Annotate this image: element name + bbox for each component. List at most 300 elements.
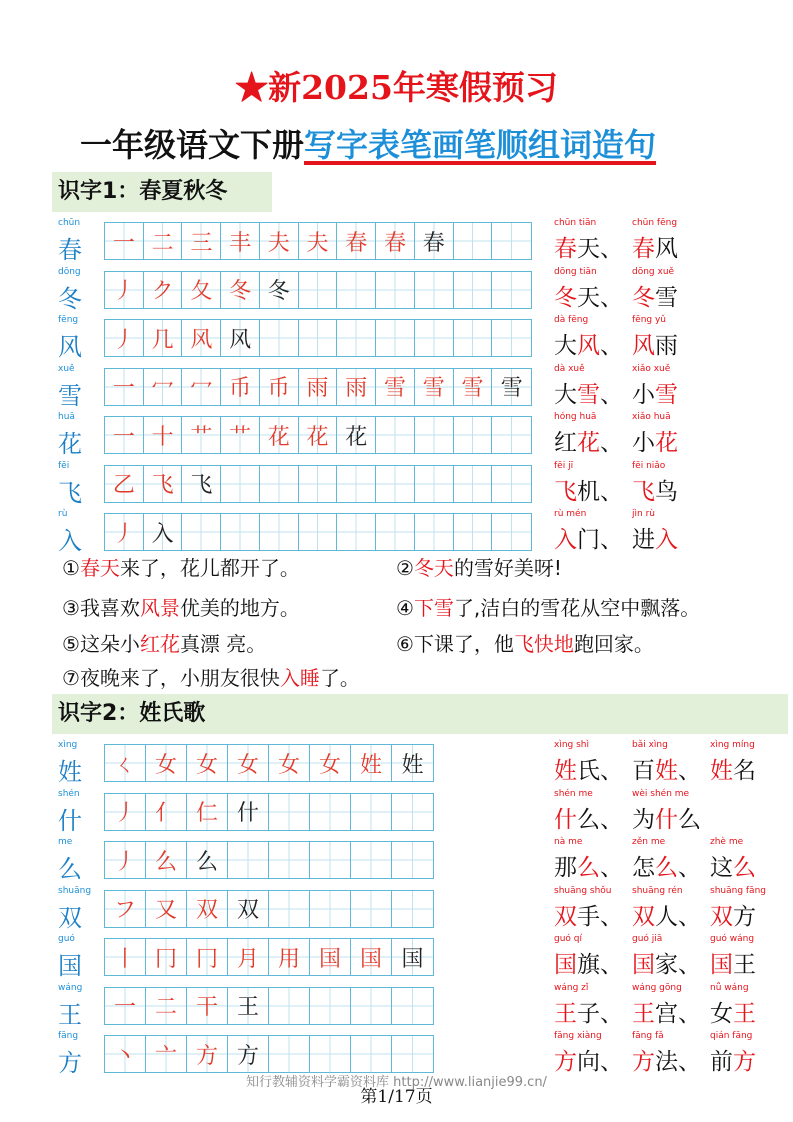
word-text	[632, 946, 701, 979]
word-prefix: 那	[554, 855, 577, 881]
word-pinyin: shén me	[554, 788, 593, 799]
stroke-cell	[454, 272, 493, 308]
stroke-cell	[337, 514, 376, 550]
stroke-cell	[492, 466, 531, 502]
stroke-cell: 女	[228, 745, 269, 781]
word-text	[554, 424, 623, 457]
sentence-number: ④	[396, 596, 414, 620]
footer-page-number: 第1/17页	[360, 1087, 433, 1107]
word-prefix: 小	[632, 430, 655, 456]
word-pinyin: zěn me	[632, 837, 666, 847]
stroke-cell: 几	[144, 320, 183, 356]
word-text	[632, 898, 701, 931]
word-pinyin: nà me	[554, 837, 583, 847]
stroke-grid	[104, 793, 434, 831]
stroke-cell: 女	[269, 745, 310, 781]
stroke-cell: 王	[228, 988, 269, 1024]
stroke-cell	[260, 514, 299, 550]
char-hanzi: 春	[58, 236, 82, 264]
stroke-cell: 花	[337, 417, 376, 453]
stroke-cell: 飞	[182, 466, 221, 502]
word-suffix: 名	[733, 758, 756, 784]
stroke-cell	[269, 891, 310, 927]
stroke-cell: 飞	[144, 466, 183, 502]
stroke-cell: 夂	[182, 272, 221, 308]
char-pinyin: huā	[58, 412, 75, 422]
word-pinyin: shuāng fāng	[710, 885, 766, 896]
stroke-cell: 币	[221, 369, 260, 405]
stroke-cell: 干	[187, 988, 228, 1024]
char-hanzi: 国	[58, 952, 82, 980]
stroke-cell: 一	[105, 988, 146, 1024]
stroke-cell	[492, 272, 531, 308]
char-hanzi: 么	[58, 855, 82, 883]
word-separator: 、	[678, 758, 701, 784]
word-separator: 、	[600, 1000, 623, 1027]
word-separator: 、	[600, 806, 623, 833]
stroke-cell: 艹	[182, 417, 221, 453]
stroke-grid	[104, 938, 434, 976]
word-pinyin: fāng fǎ	[632, 1031, 664, 1041]
word-highlight: 飞	[554, 478, 577, 505]
word-pinyin: fēi jī	[554, 460, 574, 471]
stroke-cell: ク	[144, 272, 183, 308]
word-separator: 、	[678, 1000, 701, 1027]
stroke-cell	[454, 466, 493, 502]
stroke-grid	[104, 987, 434, 1025]
word-text	[632, 849, 701, 882]
stroke-cell	[337, 320, 376, 356]
stroke-cell: 二	[146, 988, 187, 1024]
char-pinyin: rù	[58, 509, 68, 519]
word-highlight: 国	[710, 952, 733, 978]
stroke-cell	[492, 223, 531, 259]
word-pinyin: xiǎo xuě	[632, 363, 671, 374]
section-header-1: 识字1：春夏秋冬	[52, 172, 272, 212]
char-label	[56, 983, 96, 1029]
stroke-cell: 丿	[105, 272, 144, 308]
stroke-cell: 丨	[105, 939, 146, 975]
stroke-grid	[104, 1035, 434, 1073]
word-pinyin: dà fēng	[554, 315, 589, 325]
word-text	[554, 946, 623, 979]
stroke-cell: 月	[228, 939, 269, 975]
stroke-cell	[221, 466, 260, 502]
word-highlight: 花	[655, 430, 678, 456]
stroke-cell	[310, 842, 351, 878]
word-pinyin: guó jiā	[632, 934, 663, 944]
stroke-cell: 方	[228, 1036, 269, 1072]
word-pinyin: nǚ wáng	[710, 982, 749, 993]
sentence-prefix: 这朵小	[79, 632, 140, 656]
stroke-cell	[454, 320, 493, 356]
word-highlight: 姓	[554, 758, 577, 784]
char-label	[56, 509, 96, 555]
char-label	[56, 315, 96, 361]
word-text	[632, 473, 678, 506]
stroke-cell: 又	[146, 891, 187, 927]
stroke-cell: 冬	[221, 272, 260, 308]
stroke-cell	[299, 466, 338, 502]
stroke-cell: 冖	[144, 369, 183, 405]
stroke-cell: 三	[182, 223, 221, 259]
word-separator: 、	[600, 478, 623, 505]
word-pinyin: rù mén	[554, 509, 587, 519]
stroke-cell: 花	[299, 417, 338, 453]
stroke-cell: ㄑ	[105, 745, 146, 781]
word-pinyin: wèi shén me	[632, 788, 690, 799]
stroke-cell	[221, 514, 260, 550]
stroke-cell	[269, 1036, 310, 1072]
word-pinyin: wáng gōng	[632, 982, 682, 993]
char-pinyin: shuāng	[58, 885, 92, 896]
char-hanzi: 什	[58, 806, 82, 835]
word-separator: 、	[600, 758, 623, 784]
char-hanzi: 方	[58, 1049, 82, 1077]
word-separator: 、	[600, 430, 623, 456]
sentence-prefix: 夜晚来了，小朋友很快	[79, 666, 280, 690]
char-label	[56, 364, 96, 410]
word-highlight: 入	[554, 527, 577, 553]
sentence-prefix: 我喜欢	[79, 596, 140, 620]
word-prefix: 为	[632, 806, 655, 833]
stroke-cell	[492, 417, 531, 453]
char-label	[56, 267, 96, 313]
word-highlight: 双	[632, 903, 655, 930]
stroke-grid	[104, 319, 532, 357]
example-sentence	[62, 592, 300, 621]
word-highlight: 国	[554, 952, 577, 978]
stroke-cell	[415, 466, 454, 502]
example-sentence	[62, 662, 360, 691]
stroke-cell	[310, 988, 351, 1024]
stroke-cell: 么	[187, 842, 228, 878]
example-sentence	[62, 628, 266, 657]
word-text	[632, 376, 678, 409]
word-suffix: 天	[577, 284, 600, 311]
stroke-cell: 国	[310, 939, 351, 975]
stroke-cell	[415, 320, 454, 356]
stroke-cell	[269, 842, 310, 878]
word-pinyin: dōng tiān	[554, 266, 597, 277]
word-highlight: 风	[632, 333, 655, 359]
stroke-cell	[376, 272, 415, 308]
stroke-cell: 二	[144, 223, 183, 259]
word-highlight: 方	[733, 1049, 756, 1075]
word-separator: 、	[600, 381, 623, 408]
stroke-cell: 姓	[392, 745, 433, 781]
stroke-cell	[376, 417, 415, 453]
word-pinyin: zhè me	[710, 837, 744, 847]
stroke-cell: 艹	[221, 417, 260, 453]
stroke-cell: 花	[260, 417, 299, 453]
word-text	[632, 279, 678, 312]
char-pinyin: fāng	[58, 1031, 79, 1041]
word-suffix: 家	[655, 952, 678, 978]
word-text	[554, 898, 623, 931]
word-highlight: 春	[554, 236, 577, 262]
stroke-cell: 雪	[454, 369, 493, 405]
char-hanzi: 入	[58, 527, 82, 555]
word-pinyin: shuāng rén	[632, 885, 683, 896]
char-hanzi: 双	[58, 903, 82, 932]
stroke-cell: 春	[337, 223, 376, 259]
stroke-cell	[299, 320, 338, 356]
char-hanzi: 冬	[58, 284, 82, 313]
stroke-cell: 一	[105, 223, 144, 259]
word-highlight: 雪	[655, 381, 678, 408]
stroke-grid	[104, 368, 532, 406]
word-suffix: 王	[733, 952, 756, 978]
word-text	[710, 752, 756, 785]
word-highlight: 双	[554, 903, 577, 930]
example-sentence	[396, 628, 654, 657]
char-pinyin: xuě	[58, 363, 75, 374]
word-highlight: 姓	[655, 758, 678, 784]
word-separator: 、	[600, 284, 623, 311]
sentence-number: ②	[396, 556, 414, 580]
stroke-cell: 么	[146, 842, 187, 878]
word-pinyin: xìng míng	[710, 740, 755, 750]
word-suffix: 宫	[655, 1000, 678, 1027]
stroke-cell	[351, 842, 392, 878]
word-highlight: 入	[655, 527, 678, 553]
word-text	[632, 752, 701, 785]
word-prefix: 红	[554, 430, 577, 456]
stroke-cell: 雨	[299, 369, 338, 405]
stroke-cell: 丿	[105, 320, 144, 356]
stroke-cell: 双	[187, 891, 228, 927]
stroke-cell: 乙	[105, 466, 144, 502]
word-highlight: 王	[554, 1000, 577, 1027]
word-text	[554, 376, 623, 409]
word-text	[632, 521, 678, 554]
word-separator: 、	[600, 236, 623, 262]
stroke-cell: 一	[105, 369, 144, 405]
word-text	[632, 801, 701, 834]
word-pinyin: fēng yǔ	[632, 315, 667, 325]
stroke-cell: 入	[144, 514, 183, 550]
word-highlight: 方	[554, 1049, 577, 1075]
stroke-cell	[228, 842, 269, 878]
stroke-cell	[299, 514, 338, 550]
stroke-cell: 春	[415, 223, 454, 259]
char-pinyin: chūn	[58, 218, 81, 228]
stroke-cell: 用	[269, 939, 310, 975]
sentence-suffix: 来了，花儿都开了。	[119, 556, 300, 580]
word-highlight: 么	[577, 855, 600, 881]
word-highlight: 国	[632, 952, 655, 978]
word-pinyin: fāng xiàng	[554, 1031, 602, 1041]
char-pinyin: me	[58, 837, 73, 847]
word-pinyin: chūn fēng	[632, 218, 678, 228]
word-highlight: 春	[632, 236, 655, 262]
word-separator: 、	[600, 952, 623, 978]
word-highlight: 冬	[632, 284, 655, 311]
stroke-cell: 姓	[351, 745, 392, 781]
word-highlight: 风	[577, 333, 600, 359]
stroke-cell	[310, 891, 351, 927]
sentence-number: ③	[62, 596, 80, 620]
word-suffix: 风	[655, 236, 678, 262]
title-line-2	[80, 120, 760, 170]
word-suffix: 么	[678, 806, 701, 833]
sentence-highlight: 下雪	[413, 596, 454, 620]
stroke-cell	[337, 272, 376, 308]
word-suffix: 子	[577, 1000, 600, 1027]
stroke-cell: 亠	[146, 1036, 187, 1072]
char-label	[56, 218, 96, 264]
word-text	[632, 327, 678, 360]
stroke-cell: 冂	[146, 939, 187, 975]
stroke-cell	[269, 794, 310, 830]
stroke-cell: 丿	[105, 514, 144, 550]
sentence-highlight: 冬天	[413, 556, 454, 580]
title-grade: 一年级语文下册	[80, 126, 305, 164]
word-suffix: 法	[655, 1049, 678, 1075]
word-suffix: 旗	[577, 952, 600, 978]
word-prefix: 女	[710, 1000, 733, 1027]
sentence-highlight: 风景	[139, 596, 180, 620]
word-text	[710, 849, 756, 882]
word-pinyin: chūn tiān	[554, 218, 597, 228]
word-suffix: 雪	[655, 284, 678, 311]
word-text	[554, 230, 623, 263]
stroke-cell	[454, 417, 493, 453]
word-text	[710, 898, 756, 931]
title-topic: 写字表笔画笔顺组词造句	[304, 126, 657, 164]
sentence-highlight: 入睡	[279, 666, 320, 690]
stroke-cell	[415, 417, 454, 453]
char-pinyin: xìng	[58, 740, 78, 750]
example-sentence	[62, 552, 300, 581]
stroke-cell: 雪	[492, 369, 531, 405]
char-hanzi: 飞	[58, 478, 82, 507]
stroke-cell: 方	[187, 1036, 228, 1072]
stroke-cell	[415, 272, 454, 308]
stroke-cell	[392, 891, 433, 927]
stroke-cell: 仁	[187, 794, 228, 830]
section-header-2: 识字2：姓氏歌	[52, 694, 788, 734]
word-prefix: 这	[710, 855, 733, 881]
word-text	[554, 752, 623, 785]
stroke-cell	[351, 794, 392, 830]
stroke-cell: 丿	[105, 842, 146, 878]
stroke-cell: 雪	[376, 369, 415, 405]
word-text	[632, 230, 678, 263]
word-prefix: 百	[632, 758, 655, 784]
word-pinyin: guó wáng	[710, 934, 755, 944]
word-highlight: 双	[710, 903, 733, 930]
stroke-cell	[299, 272, 338, 308]
word-pinyin: dà xuě	[554, 363, 585, 374]
word-text	[632, 424, 678, 457]
stroke-cell	[492, 320, 531, 356]
word-highlight: 么	[733, 855, 756, 881]
sentence-number: ⑤	[62, 632, 80, 656]
stroke-cell	[337, 466, 376, 502]
char-label	[56, 461, 96, 507]
word-pinyin: wáng zǐ	[554, 982, 589, 993]
stroke-cell: 丶	[105, 1036, 146, 1072]
stroke-cell	[351, 891, 392, 927]
sentence-highlight: 飞快地	[513, 632, 574, 656]
char-hanzi: 姓	[58, 758, 82, 786]
word-text	[710, 995, 756, 1028]
word-suffix: 方	[733, 903, 756, 930]
stroke-cell: 女	[310, 745, 351, 781]
word-highlight: 雪	[577, 381, 600, 408]
word-highlight: 么	[655, 855, 678, 881]
word-suffix: 么	[577, 806, 600, 833]
sentence-suffix: 跑回家。	[573, 632, 654, 656]
word-text	[554, 279, 623, 312]
stroke-cell: 冖	[182, 369, 221, 405]
title-line-1: ★新2025年寒假预习	[235, 68, 558, 107]
word-suffix: 向	[577, 1049, 600, 1075]
word-prefix: 大	[554, 381, 577, 408]
word-prefix: 大	[554, 333, 577, 359]
sentence-suffix: 了。	[319, 666, 360, 690]
stroke-cell: 冂	[187, 939, 228, 975]
char-label	[56, 934, 96, 980]
stroke-cell	[392, 842, 433, 878]
stroke-cell: 亻	[146, 794, 187, 830]
word-text	[554, 801, 623, 834]
word-highlight: 冬	[554, 284, 577, 311]
stroke-cell: 一	[105, 417, 144, 453]
char-hanzi: 花	[58, 430, 82, 458]
stroke-cell	[454, 223, 493, 259]
word-pinyin: guó qí	[554, 934, 582, 944]
word-text	[632, 995, 701, 1028]
word-pinyin: dōng xuě	[632, 266, 675, 277]
char-pinyin: fēi	[58, 460, 70, 471]
word-pinyin: shuāng shǒu	[554, 885, 612, 896]
word-separator: 、	[600, 1049, 623, 1075]
word-separator: 、	[600, 527, 623, 553]
word-pinyin: fēi niǎo	[632, 460, 666, 471]
stroke-cell	[392, 988, 433, 1024]
word-suffix: 鸟	[655, 478, 678, 505]
char-hanzi: 雪	[58, 381, 82, 410]
char-label	[56, 837, 96, 883]
stroke-grid	[104, 465, 532, 503]
stroke-cell	[269, 988, 310, 1024]
char-label	[56, 412, 96, 458]
word-text	[554, 521, 623, 554]
word-prefix: 怎	[632, 855, 655, 881]
word-highlight: 什	[554, 806, 577, 833]
char-label	[56, 886, 96, 932]
word-highlight: 王	[632, 1000, 655, 1027]
char-pinyin: fēng	[58, 315, 79, 325]
sentence-highlight: 春天	[79, 556, 120, 580]
word-text	[554, 995, 623, 1028]
stroke-cell: 冬	[260, 272, 299, 308]
word-pinyin: hóng huā	[554, 412, 597, 422]
word-suffix: 门	[577, 527, 600, 553]
word-prefix: 进	[632, 527, 655, 553]
word-suffix: 雨	[655, 333, 678, 359]
stroke-cell	[260, 320, 299, 356]
char-hanzi: 风	[58, 333, 82, 361]
stroke-cell	[310, 794, 351, 830]
word-separator: 、	[678, 903, 701, 930]
stroke-cell: 春	[376, 223, 415, 259]
example-sentence	[396, 552, 562, 581]
stroke-cell	[351, 1036, 392, 1072]
